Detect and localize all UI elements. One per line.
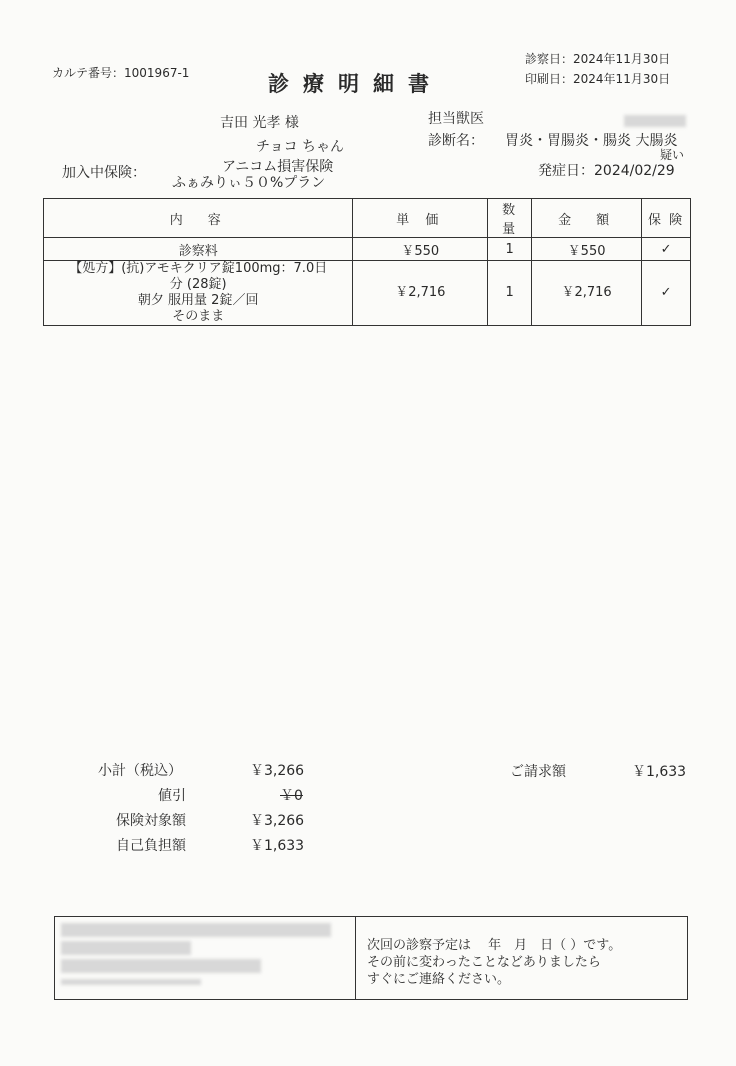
chart-number-value: 1001967-1: [124, 66, 190, 80]
print-date-label: 印刷日：: [525, 72, 574, 86]
vet-label: 担当獣医: [428, 111, 484, 127]
diagnosis-value-line2: 疑い: [660, 148, 685, 162]
row-content-line1: 【処方】(抗)アモキクリア錠100mg：7.0日: [69, 261, 328, 276]
insured-label: 保険対象額: [116, 813, 186, 829]
chart-number: [52, 64, 189, 81]
header-unit-price: 単 価: [353, 199, 488, 238]
visit-date-value: 2024年11月30日: [573, 52, 671, 66]
next-visit-notice: [367, 937, 621, 988]
insurance-company: アニコム損害保険: [222, 159, 334, 175]
row-quantity: 1: [488, 238, 532, 261]
row-content-line2: 分 (28錠): [169, 277, 227, 292]
print-date: [525, 70, 670, 87]
row-unit-price: ￥2,716: [353, 261, 488, 326]
clinic-info-redacted: [55, 917, 356, 999]
row-amount: ￥2,716: [532, 261, 642, 326]
owner-name: 吉田 光孝 様: [220, 115, 299, 131]
header-amount: 金 額: [532, 199, 642, 238]
insurance-plan: ふぁみりぃ５０%プラン: [172, 175, 326, 191]
page-title: 診療明細書: [268, 72, 443, 96]
row-amount: ￥550: [532, 238, 642, 261]
vet-name-redacted: [624, 112, 686, 124]
header-quantity: 数 量: [488, 199, 532, 238]
visit-date: [525, 50, 670, 67]
items-table: [43, 198, 691, 326]
row-content-line4: そのまま: [172, 309, 225, 324]
table-header-row: [44, 199, 691, 238]
subtotal-value: ￥3,266: [250, 763, 305, 779]
onset-date: [538, 160, 675, 180]
discount-label: 値引: [158, 788, 186, 804]
onset-label: 発症日：: [538, 163, 594, 179]
header-content: 内 容: [44, 199, 353, 238]
insured-value: ￥3,266: [250, 813, 305, 829]
row-content-line3: 朝夕 服用量 2錠／回: [137, 293, 259, 308]
billing-value: ￥1,633: [632, 764, 687, 780]
visit-date-label: 診察日：: [525, 52, 574, 66]
next-visit-line3: すぐにご連絡ください。: [367, 972, 511, 987]
table-row: [44, 238, 691, 261]
chart-number-label: カルテ番号：: [52, 66, 125, 80]
discount-value: ￥0: [280, 788, 303, 804]
insurance-label: 加入中保険：: [62, 165, 146, 181]
diagnosis-label: 診断名：: [428, 133, 484, 149]
next-visit-line1: 次回の診察予定は 年 月 日（ ）です。: [367, 938, 622, 953]
print-date-value: 2024年11月30日: [573, 72, 671, 86]
copay-label: 自己負担額: [116, 838, 186, 854]
diagnosis-value: 胃炎・胃腸炎・腸炎 大腸炎: [505, 133, 678, 149]
next-visit-line2: その前に変わったことなどありましたら: [367, 955, 601, 970]
row-insurance-check: ✓: [642, 238, 691, 261]
pet-name: チョコ ちゃん: [256, 139, 345, 155]
footer-box: [54, 916, 688, 1000]
onset-value: 2024/02/29: [594, 163, 675, 179]
billing-label: ご請求額: [510, 764, 566, 780]
row-unit-price: ￥550: [353, 238, 488, 261]
table-row: [44, 261, 691, 326]
row-quantity: 1: [488, 261, 532, 326]
row-insurance-check: ✓: [642, 261, 691, 326]
header-insurance: 保 険: [642, 199, 691, 238]
copay-value: ￥1,633: [250, 838, 305, 854]
subtotal-label: 小計（税込）: [98, 763, 182, 779]
row-content: 診察料: [44, 238, 353, 261]
row-content: [44, 261, 353, 326]
